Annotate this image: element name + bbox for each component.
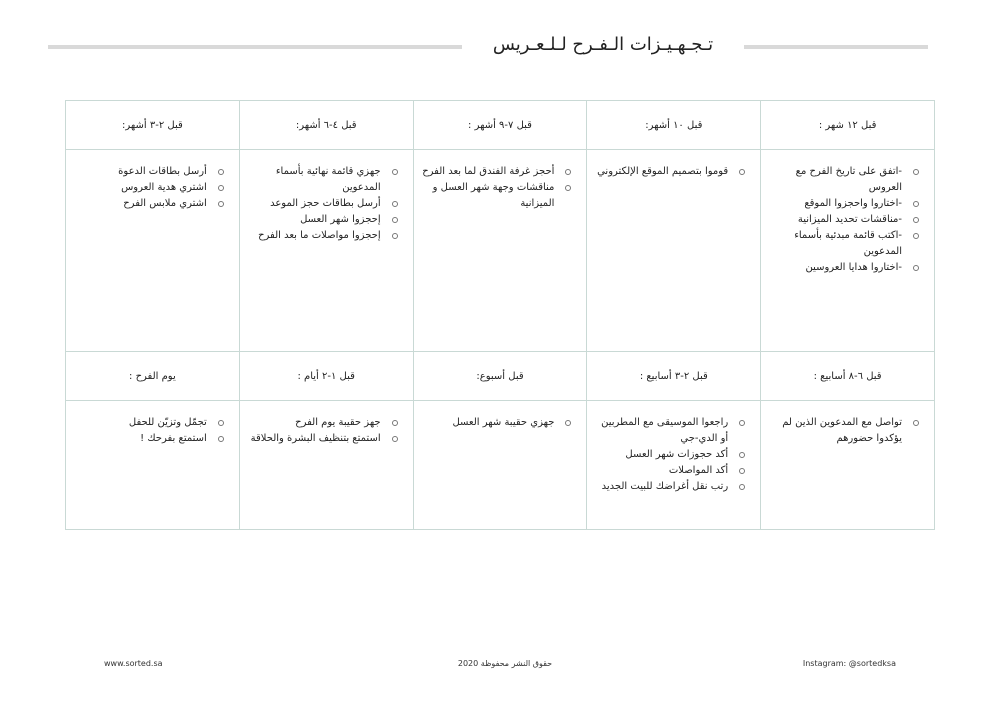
task-cell — [587, 401, 761, 530]
header-row — [66, 352, 935, 401]
task-item: جهزي قائمة نهائية بأسماء المدعوين — [246, 164, 403, 196]
section-header: قبل ٦-٨ أسابيع : — [761, 352, 935, 401]
task-item: -اكتب قائمة مبدئية بأسماء المدعوين — [767, 228, 924, 260]
task-item: استمتع بتنظيف البشرة والحلاقة — [246, 431, 403, 447]
tasks-row — [66, 401, 935, 530]
task-item: إحجزوا مواصلات ما بعد الفرح — [246, 228, 403, 244]
task-list — [587, 415, 760, 495]
task-list — [414, 415, 587, 431]
task-item: -اتفق على تاريخ الفرح مع العروس — [767, 164, 924, 196]
task-cell — [413, 401, 587, 530]
task-item: مناقشات وجهة شهر العسل و الميزانية — [420, 180, 577, 212]
task-item: -اختاروا هدايا العروسين — [767, 260, 924, 276]
task-item: إحجزوا شهر العسل — [246, 212, 403, 228]
task-item: اشتري ملابس الفرح — [72, 196, 229, 212]
task-item: راجعوا الموسيقى مع المطربين أو الدي-جي — [593, 415, 750, 447]
task-list — [66, 415, 239, 447]
section-header: قبل ١٢ شهر : — [761, 101, 935, 150]
task-cell — [66, 150, 240, 352]
section-header: قبل أسبوع: — [413, 352, 587, 401]
section-header: قبل ٤-٦ أشهر: — [239, 101, 413, 150]
task-item: تجمّل وتزيّن للحفل — [72, 415, 229, 431]
task-item: أرسل بطاقات حجز الموعد — [246, 196, 403, 212]
section-header: قبل ٢-٣ أشهر: — [66, 101, 240, 150]
task-item: أكد حجوزات شهر العسل — [593, 447, 750, 463]
header-row — [66, 101, 935, 150]
task-item: رتب نقل أغراضك للبيت الجديد — [593, 479, 750, 495]
footer-website: www.sorted.sa — [104, 659, 163, 668]
task-item: قوموا بتصميم الموقع الإلكتروني — [593, 164, 750, 180]
section-header: قبل ٢-٣ أسابيع : — [587, 352, 761, 401]
section-header: قبل ٧-٩ أشهر : — [413, 101, 587, 150]
task-list — [761, 164, 934, 276]
task-list — [240, 164, 413, 244]
task-item: جهزي حقيبة شهر العسل — [420, 415, 577, 431]
task-cell — [761, 150, 935, 352]
task-cell — [413, 150, 587, 352]
task-item: أحجز غرفة الفندق لما بعد الفرح — [420, 164, 577, 180]
task-list — [240, 415, 413, 447]
task-item: استمتع بفرحك ! — [72, 431, 229, 447]
task-item: جهز حقيبة يوم الفرح — [246, 415, 403, 431]
footer-instagram: Instagram: @sortedksa — [802, 659, 896, 668]
task-item: -مناقشات تحديد الميزانية — [767, 212, 924, 228]
tasks-row — [66, 150, 935, 352]
section-header: يوم الفرح : — [66, 352, 240, 401]
section-header: قبل ١٠ أشهر: — [587, 101, 761, 150]
title-decoration-left — [48, 45, 462, 49]
task-list — [66, 164, 239, 212]
checklist-table — [65, 100, 935, 530]
footer-copyright: حقوق النشر محفوظة 2020 — [457, 659, 553, 668]
task-item: أكد المواصلات — [593, 463, 750, 479]
task-cell — [66, 401, 240, 530]
page-title: تـجـهـيـزات الـفـرح لـلـعـريس — [492, 34, 714, 55]
task-item: -اختاروا واحجزوا الموقع — [767, 196, 924, 212]
task-cell — [239, 150, 413, 352]
task-cell — [587, 150, 761, 352]
task-cell — [239, 401, 413, 530]
task-cell — [761, 401, 935, 530]
section-header: قبل ١-٢ أيام : — [239, 352, 413, 401]
task-item: تواصل مع المدعوين الذين لم يؤكدوا حضورهم — [767, 415, 924, 447]
task-item: اشتري هدية العروس — [72, 180, 229, 196]
task-list — [761, 415, 934, 447]
task-list — [414, 164, 587, 212]
title-decoration-right — [744, 45, 928, 49]
task-list — [587, 164, 760, 180]
task-item: أرسل بطاقات الدعوة — [72, 164, 229, 180]
